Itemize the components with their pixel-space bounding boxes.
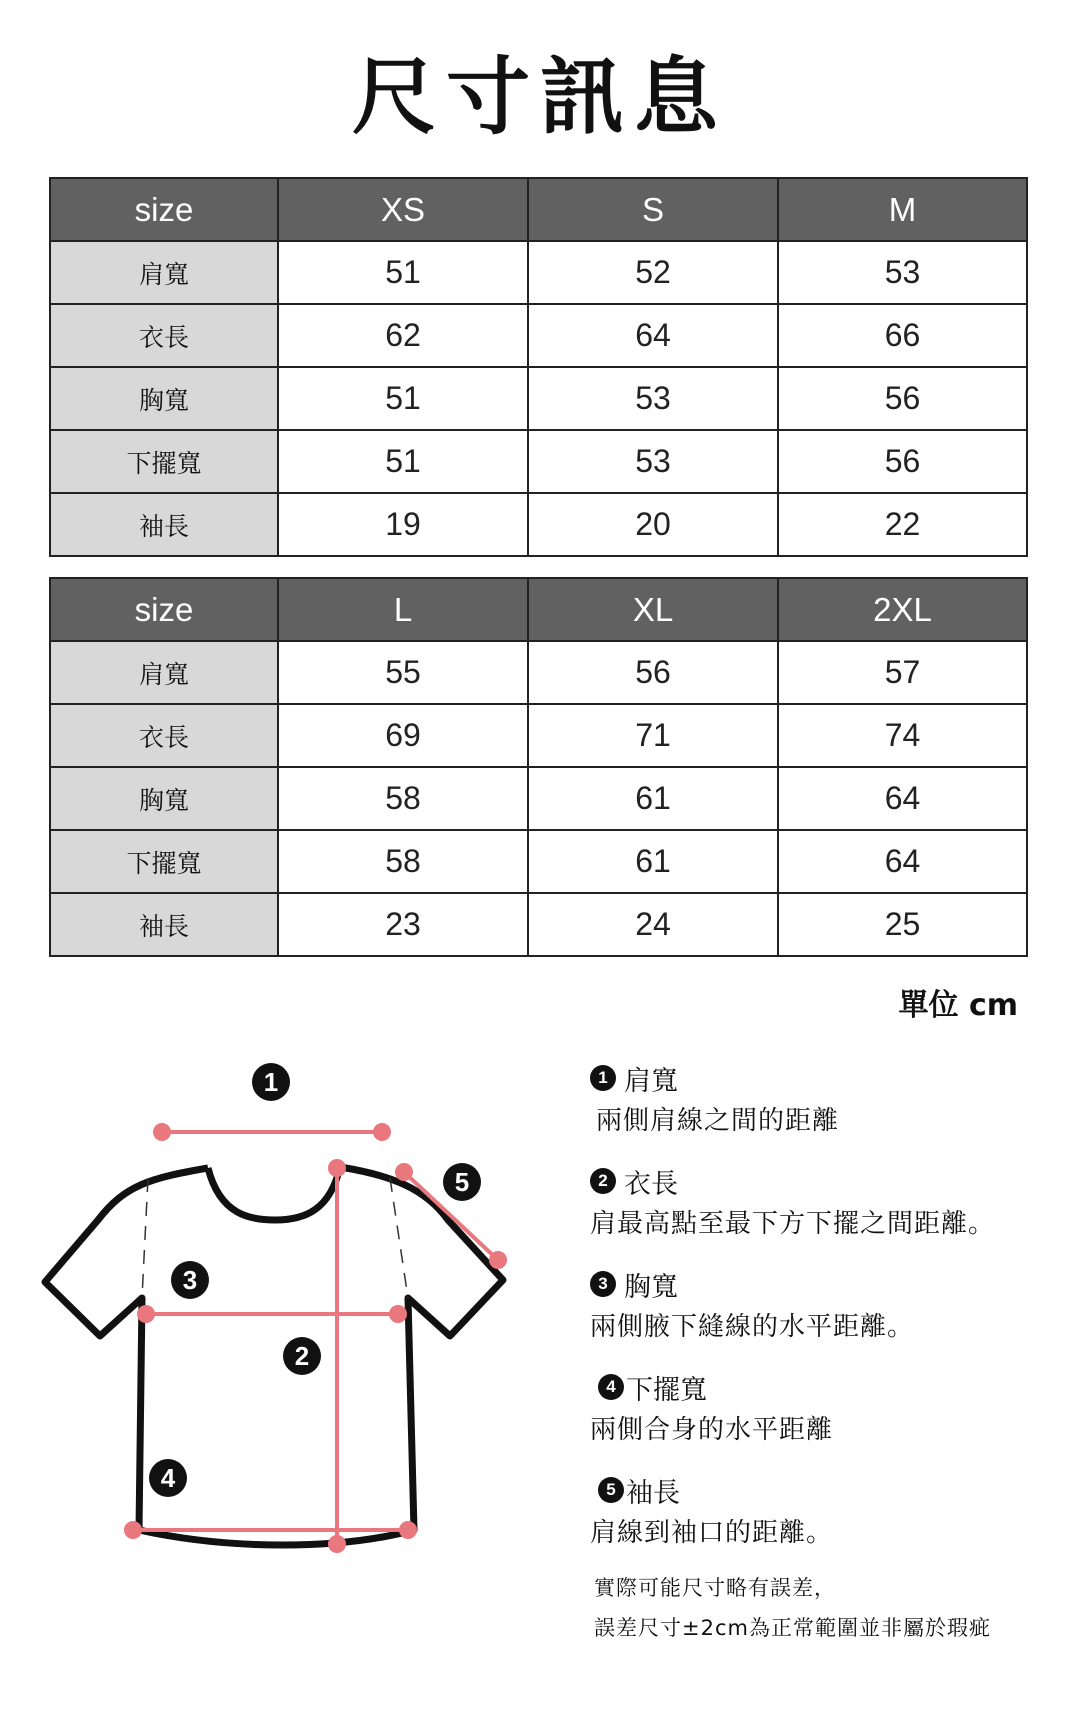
table-cell: 64 (528, 304, 778, 367)
shoulder-point-right (375, 1125, 389, 1139)
table-cell: 57 (778, 641, 1027, 704)
legend-number-icon: 1 (590, 1065, 616, 1091)
table-cell: 61 (528, 767, 778, 830)
marker-4: 4 (160, 1463, 176, 1493)
row-label: 下擺寬 (50, 430, 278, 493)
table-cell: 22 (778, 493, 1027, 556)
row-label: 下擺寬 (50, 830, 278, 893)
table-cell: 74 (778, 704, 1027, 767)
sleeve-point-bottom (491, 1253, 505, 1267)
marker-3: 3 (182, 1265, 198, 1295)
table-cell: 51 (278, 367, 528, 430)
header-cell: XS (278, 178, 528, 241)
table-cell: 52 (528, 241, 778, 304)
table-cell: 25 (778, 893, 1027, 956)
tshirt-diagram (30, 1060, 550, 1600)
table-cell: 69 (278, 704, 528, 767)
legend-description: 兩側肩線之間的距離 (596, 1106, 840, 1136)
row-label: 袖長 (50, 493, 278, 556)
legend-item (590, 1470, 1060, 1549)
table-row (50, 704, 1027, 767)
header-cell: 2XL (778, 578, 1027, 641)
tshirt-outline (45, 1167, 503, 1545)
length-point-top (330, 1161, 344, 1175)
size-table-2 (49, 577, 1028, 957)
table-row (50, 241, 1027, 304)
legend-description: 兩側合身的水平距離 (590, 1415, 834, 1445)
table-cell: 64 (778, 767, 1027, 830)
table-row (50, 430, 1027, 493)
header-cell: size (50, 578, 278, 641)
table-cell: 66 (778, 304, 1027, 367)
legend-description: 兩側腋下縫線的水平距離。 (590, 1312, 915, 1342)
table-row (50, 767, 1027, 830)
row-label: 胸寬 (50, 767, 278, 830)
legend-number-icon: 3 (590, 1271, 616, 1297)
row-label: 胸寬 (50, 367, 278, 430)
header-cell: XL (528, 578, 778, 641)
header-cell: size (50, 178, 278, 241)
table-cell: 61 (528, 830, 778, 893)
note-line-2: 誤差尺寸±2cm為正常範圍並非屬於瑕疵 (594, 1616, 991, 1640)
shoulder-point-left (155, 1125, 169, 1139)
legend-description: 肩線到袖口的距離。 (590, 1518, 834, 1548)
chest-point-left (139, 1307, 153, 1321)
table-row (50, 367, 1027, 430)
sleeve-seam-left (142, 1178, 148, 1298)
measurement-legend (590, 1058, 1060, 1573)
size-table-1 (49, 177, 1028, 557)
table-header-row (50, 178, 1027, 241)
marker-1: 1 (263, 1067, 279, 1097)
table-cell: 53 (528, 367, 778, 430)
row-label: 衣長 (50, 304, 278, 367)
legend-title: 胸寬 (624, 1271, 678, 1303)
header-cell: S (528, 178, 778, 241)
legend-item (590, 1264, 1060, 1343)
table-cell: 53 (778, 241, 1027, 304)
legend-number-icon: 5 (598, 1477, 624, 1503)
legend-title: 肩寬 (624, 1065, 678, 1097)
header-cell: M (778, 178, 1027, 241)
table-header-row (50, 578, 1027, 641)
row-label: 肩寬 (50, 641, 278, 704)
legend-title: 袖長 (626, 1477, 680, 1509)
table-row (50, 493, 1027, 556)
table-cell: 56 (528, 641, 778, 704)
marker-2: 2 (294, 1341, 310, 1371)
table-cell: 64 (778, 830, 1027, 893)
table-cell: 23 (278, 893, 528, 956)
row-label: 袖長 (50, 893, 278, 956)
table-cell: 51 (278, 241, 528, 304)
length-point-bottom (330, 1537, 344, 1551)
legend-item (590, 1161, 1060, 1240)
sleeve-seam-right (390, 1178, 408, 1298)
marker-5: 5 (454, 1167, 470, 1197)
hem-point-right (401, 1523, 415, 1537)
page-title: 尺寸訊息 (351, 48, 728, 146)
table-cell: 55 (278, 641, 528, 704)
table-cell: 53 (528, 430, 778, 493)
table-row (50, 893, 1027, 956)
unit-label: 單位 cm (898, 988, 1018, 1023)
table-cell: 71 (528, 704, 778, 767)
legend-number-icon: 2 (590, 1168, 616, 1194)
table-cell: 24 (528, 893, 778, 956)
sleeve-point-top (397, 1165, 411, 1179)
table-cell: 56 (778, 367, 1027, 430)
row-label: 肩寬 (50, 241, 278, 304)
table-cell: 58 (278, 830, 528, 893)
chest-point-right (391, 1307, 405, 1321)
legend-item (590, 1367, 1060, 1446)
table-cell: 62 (278, 304, 528, 367)
legend-item (590, 1058, 1060, 1137)
header-cell: L (278, 578, 528, 641)
table-row (50, 304, 1027, 367)
table-cell: 51 (278, 430, 528, 493)
legend-number-icon: 4 (598, 1374, 624, 1400)
collar-outline (208, 1167, 340, 1220)
row-label: 衣長 (50, 704, 278, 767)
table-row (50, 830, 1027, 893)
hem-point-left (126, 1523, 140, 1537)
table-cell: 20 (528, 493, 778, 556)
legend-title: 下擺寬 (626, 1374, 707, 1406)
table-cell: 56 (778, 430, 1027, 493)
disclaimer-note (594, 1568, 991, 1648)
table-cell: 19 (278, 493, 528, 556)
legend-description: 肩最高點至最下方下擺之間距離。 (590, 1209, 996, 1239)
table-cell: 58 (278, 767, 528, 830)
note-line-1: 實際可能尺寸略有誤差， (594, 1576, 836, 1600)
legend-title: 衣長 (624, 1168, 678, 1200)
table-row (50, 641, 1027, 704)
